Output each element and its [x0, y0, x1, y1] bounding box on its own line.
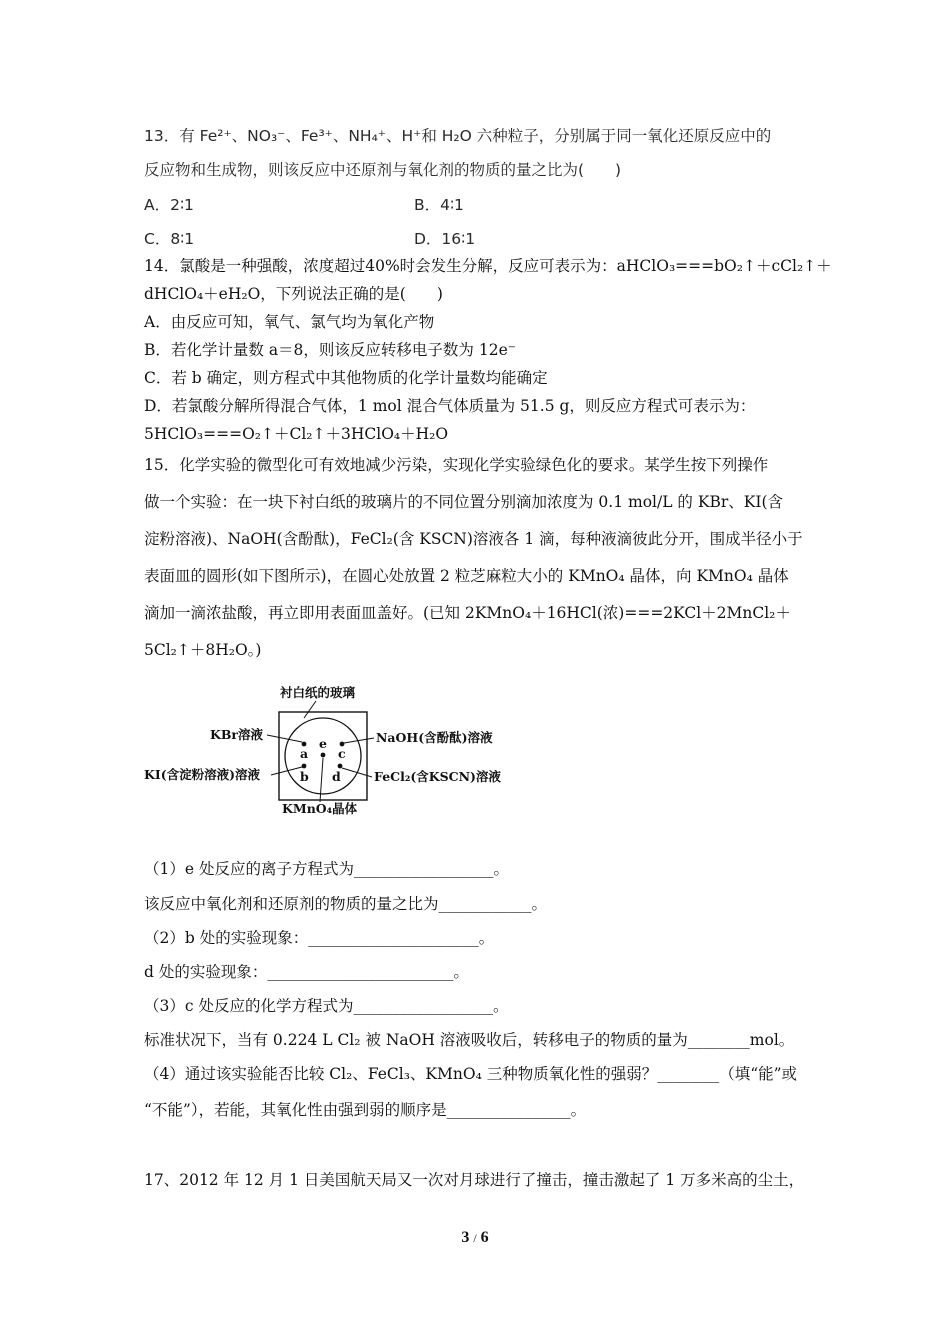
q13-line1: 13．有 Fe²⁺、NO₃⁻、Fe³⁺、NH₄⁺、H⁺和 H₂O 六种粒子，分别属于同一氧化还原反应中的 [144, 127, 772, 145]
q14-option-d: D．若氯酸分解所得混合气体，1 mol 混合气体质量为 51.5 g，则反应方程式可表示为： [144, 397, 756, 415]
drop-b [302, 764, 307, 769]
experiment-figure [140, 682, 520, 822]
kmno4-pointer-line [320, 758, 323, 802]
glass-pointer-line [304, 701, 316, 718]
q17-line1: 17、2012 年 12 月 1 日美国航天局又一次对月球进行了撞击，撞击激起了 1 万多米高的尘土， [144, 1171, 805, 1189]
q15-part3-electrons: 标准状况下，当有 0.224 L Cl₂ 被 NaOH 溶液吸收后，转移电子的物质的量为________mol。 [144, 1031, 795, 1049]
q13-option-c: C．8∶1 [144, 230, 195, 248]
q15-part4-order: “不能”），若能，其氧化性由强到弱的顺序是________________。 [144, 1101, 587, 1119]
q14-option-a: A．由反应可知，氧气、氯气均为氧化产物 [144, 313, 435, 331]
q15-line4: 表面皿的圆形(如下图所示)，在圆心处放置 2 粒芝麻粒大小的 KMnO₄ 晶体，向 KMnO₄ 晶体 [144, 567, 789, 585]
q15-part4: （4）通过该实验能否比较 Cl₂、FeCl₃、KMnO₄ 三种物质氧化性的强弱？________（填“能”或 [144, 1065, 798, 1083]
q15-part2: （2）b 处的实验现象：______________________。 [144, 929, 495, 947]
figure-label-naoh: NaOH(含酚酞)溶液 [376, 730, 493, 745]
label-c: c [338, 746, 346, 761]
q14-option-b: B．若化学计量数 a＝8，则该反应转移电子数为 12e⁻ [144, 341, 516, 359]
q13-option-b: B．4∶1 [414, 196, 464, 214]
q15-line3: 淀粉溶液)、NaOH(含酚酞)，FeCl₂(含 KSCN)溶液各 1 滴，每种液滴彼此分开，围成半径小于 [144, 530, 803, 548]
q14-line2: dHClO₄＋eH₂O，下列说法正确的是( ) [144, 285, 443, 303]
page-total: 6 [480, 1229, 489, 1246]
q15-part1-ratio: 该反应中氧化剂和还原剂的物质的量之比为____________。 [144, 895, 548, 913]
page-current: 3 [461, 1229, 470, 1246]
q15-line6: 5Cl₂↑＋8H₂O。) [144, 641, 262, 659]
q14-option-c: C．若 b 确定，则方程式中其他物质的化学计量数均能确定 [144, 369, 548, 387]
kbr-pointer-line [267, 735, 302, 742]
figure-label-glass: 衬白纸的玻璃 [280, 685, 356, 700]
q13-option-a: A．2∶1 [144, 196, 194, 214]
q13-option-d: D．16∶1 [414, 230, 476, 248]
label-a: a [300, 746, 309, 761]
q13-line2: 反应物和生成物，则该反应中还原剂与氧化剂的物质的量之比为( ) [144, 161, 622, 179]
page-separator: / [473, 1231, 477, 1245]
figure-label-ki: KI(含淀粉溶液)溶液 [144, 767, 261, 782]
label-d: d [332, 769, 341, 784]
page-number [0, 1229, 950, 1247]
q14-line1: 14．氯酸是一种强酸，浓度超过40%时会发生分解，反应可表示为：aHClO₃===bO₂↑＋cCl₂↑＋ [144, 257, 832, 275]
q15-line2: 做一个实验：在一块下衬白纸的玻璃片的不同位置分别滴加浓度为 0.1 mol/L 的 KBr、KI(含 [144, 493, 783, 511]
label-e: e [319, 736, 327, 751]
q15-line5: 滴加一滴浓盐酸，再立即用表面皿盖好。(已知 2KMnO₄＋16HCl(浓)===2KCl＋2MnCl₂＋ [144, 604, 791, 622]
drop-d [338, 764, 343, 769]
q15-part1: （1）e 处反应的离子方程式为__________________。 [144, 860, 509, 878]
label-b: b [300, 769, 309, 784]
q15-line1: 15．化学实验的微型化可有效地减少污染，实现化学实验绿色化的要求。某学生按下列操作 [144, 456, 769, 474]
q15-part2-d: d 处的实验现象：________________________。 [144, 963, 469, 981]
figure-label-kmno4: KMnO₄晶体 [282, 801, 358, 816]
figure-label-kbr: KBr溶液 [210, 727, 264, 742]
q15-part3: （3）c 处反应的化学方程式为__________________。 [144, 997, 509, 1015]
drop-e [321, 753, 326, 758]
figure-label-fecl2: FeCl₂(含KSCN)溶液 [374, 769, 501, 784]
q14-option-d-equation: 5HClO₃===O₂↑＋Cl₂↑＋3HClO₄＋H₂O [144, 425, 449, 443]
